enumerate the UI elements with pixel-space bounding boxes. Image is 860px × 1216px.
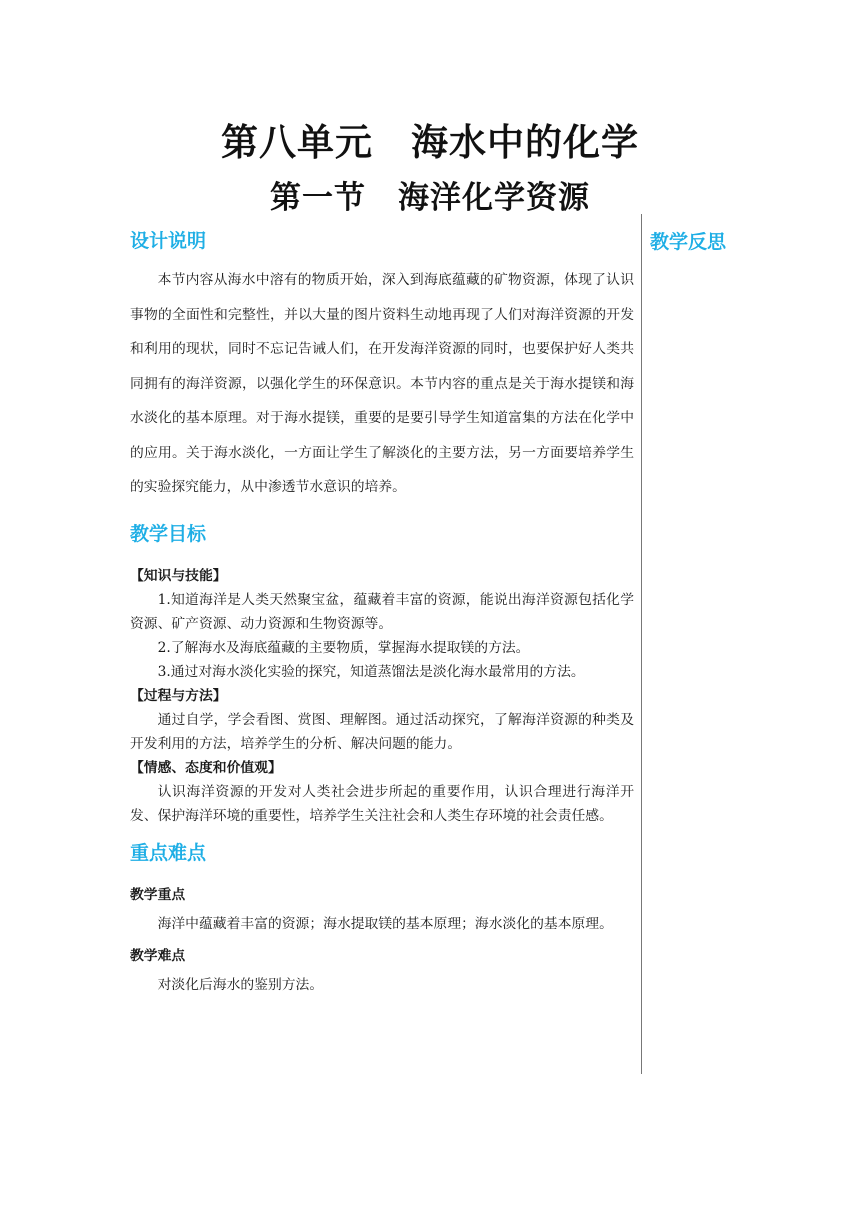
design-paragraph: 本节内容从海水中溶有的物质开始，深入到海底蕴藏的矿物资源，体现了认识事物的全面性和完整性，并以大量的图片资料生动地再现了人们对海洋资源的开发和利用的现状，同时不忘记告诫人们，在开发海洋资源的同时，也要保护好人类共同拥有的海洋资源，以强化学生的环保意识。本节内容的重点是关于海水提镁和海水淡化的基本原理。对于海水提镁，重要的是要引导学生知道富集的方法在化学中的应用。关于海水淡化，一方面让学生了解淡化的主要方法，另一方面要培养学生的实验探究能力，从中渗透节水意识的培养。 [130, 272, 634, 495]
knowledge-item-1: 1.知道海洋是人类天然聚宝盆，蕴藏着丰富的资源，能说出海洋资源包括化学资源、矿产资源、动力资源和生物资源等。 [130, 591, 634, 632]
key-points-heading: 重点难点 [130, 841, 207, 864]
design-section [130, 226, 634, 505]
knowledge-heading: 【知识与技能】 [130, 567, 227, 584]
objectives-section [130, 519, 634, 828]
focus-heading: 教学重点 [130, 886, 186, 903]
section-title: 第一节 海洋化学资源 [270, 180, 590, 216]
process-heading: 【过程与方法】 [130, 687, 227, 704]
knowledge-item-2: 2.了解海水及海底蕴藏的主要物质，掌握海水提取镁的方法。 [157, 639, 530, 656]
reflection-heading: 教学反思 [650, 231, 727, 253]
focus-text: 海洋中蕴藏着丰富的资源；海水提取镁的基本原理；海水淡化的基本原理。 [157, 915, 613, 932]
main-column [130, 226, 634, 999]
process-text: 通过自学，学会看图、赏图、理解图。通过活动探究，了解海洋资源的种类及开发利用的方法，培养学生的分析、解决问题的能力。 [130, 711, 634, 752]
emotion-text: 认识海洋资源的开发对人类社会进步所起的重要作用，认识合理进行海洋开发、保护海洋环境的重要性，培养学生关注社会和人类生存环境的社会责任感。 [130, 783, 634, 824]
knowledge-item-3: 3.通过对海水淡化实验的探究，知道蒸馏法是淡化海水最常用的方法。 [157, 663, 585, 680]
objectives-heading: 教学目标 [130, 522, 207, 545]
unit-title: 第八单元 海水中的化学 [221, 121, 639, 164]
difficulty-heading: 教学难点 [130, 947, 186, 964]
key-points-section [130, 838, 634, 999]
difficulty-text: 对淡化后海水的鉴别方法。 [157, 976, 324, 993]
column-divider [641, 214, 642, 1074]
design-heading: 设计说明 [130, 230, 207, 252]
emotion-heading: 【情感、态度和价值观】 [130, 759, 282, 776]
